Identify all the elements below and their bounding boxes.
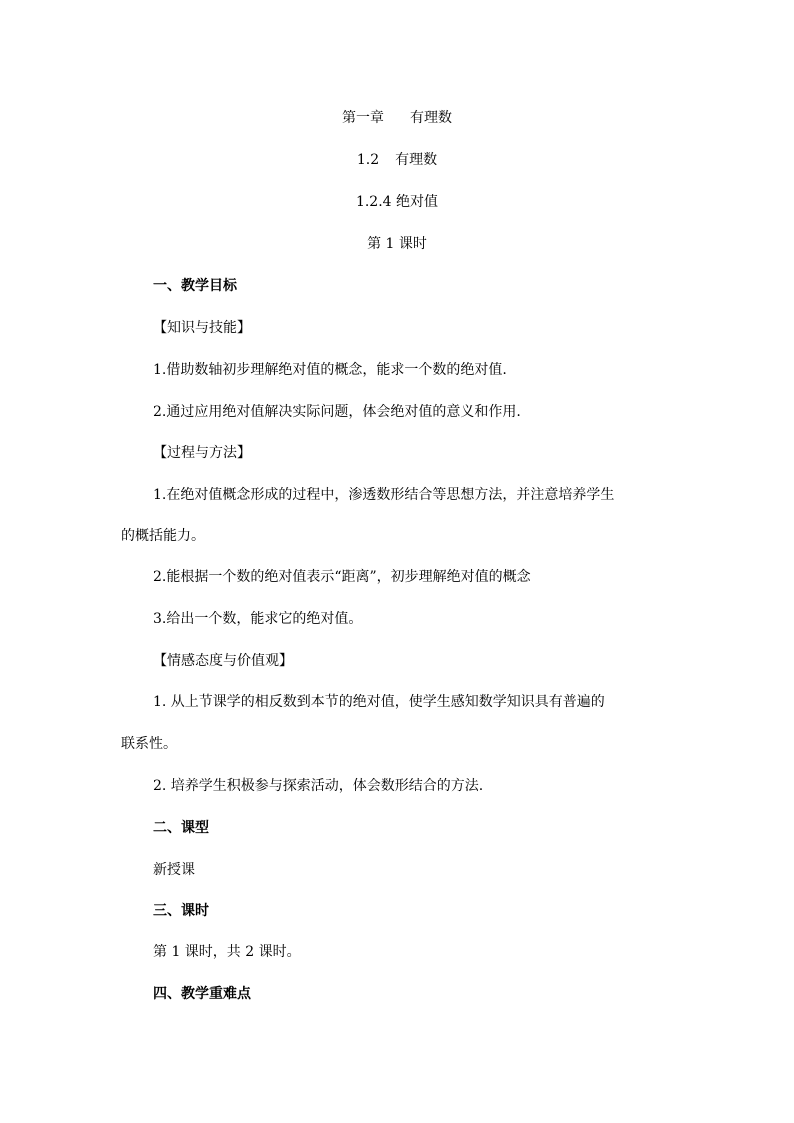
process-item-1-line-1: 1.在绝对值概念形成的过程中，渗透数形结合等思想方法，并注意培养学生 [153, 487, 615, 503]
chapter-title: 有理数 [410, 110, 452, 126]
hours-value: 第 1 课时，共 2 课时。 [153, 944, 301, 960]
emotion-item-1-line-2: 联系性。 [121, 736, 177, 752]
knowledge-heading: 【知识与技能】 [153, 320, 251, 336]
subsection-heading: 1.2.4 绝对值 [355, 194, 439, 210]
process-item-2: 2.能根据一个数的绝对值表示“距离”，初步理解绝对值的概念 [153, 569, 531, 585]
process-item-1-line-2: 的概括能力。 [121, 528, 205, 544]
type-heading: 二、课型 [153, 820, 209, 836]
section-title: 有理数 [395, 152, 438, 168]
knowledge-item-1: 1.借助数轴初步理解绝对值的概念，能求一个数的绝对值. [153, 362, 507, 378]
chapter-number: 第一章 [342, 110, 384, 126]
emotion-heading: 【情感态度与价值观】 [153, 653, 293, 669]
knowledge-item-2: 2.通过应用绝对值解决实际问题，体会绝对值的意义和作用. [153, 404, 521, 420]
emotion-item-2: 2. 培养学生积极参与探索活动，体会数形结合的方法. [153, 778, 484, 794]
emotion-item-1-line-1: 1. 从上节课学的相反数到本节的绝对值，使学生感知数学知识具有普遍的 [153, 694, 605, 710]
chapter-heading [0, 108, 794, 128]
process-item-3: 3.给出一个数，能求它的绝对值。 [153, 611, 363, 627]
type-value: 新授课 [153, 862, 195, 878]
process-heading: 【过程与方法】 [153, 445, 251, 461]
keypoints-heading: 四、教学重难点 [153, 986, 251, 1002]
section-number: 1.2 [356, 152, 380, 168]
lesson-heading: 第 1 课时 [367, 236, 427, 252]
objectives-heading: 一、教学目标 [153, 278, 237, 294]
hours-heading: 三、课时 [153, 903, 209, 919]
section-heading [0, 150, 794, 170]
